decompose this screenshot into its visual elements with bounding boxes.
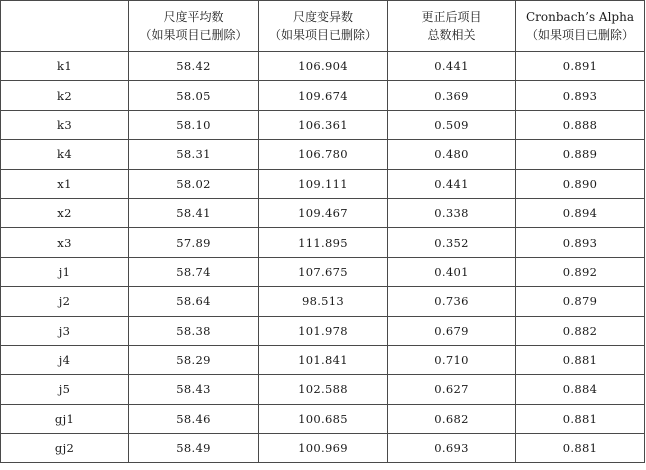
cell-alpha-if-deleted: 0.889: [516, 140, 645, 169]
table-row: [1, 228, 645, 257]
cell-item: k3: [1, 110, 129, 139]
cell-scale-mean: 58.38: [129, 316, 259, 345]
cell-item: x1: [1, 169, 129, 198]
cell-corrected-correlation: 0.710: [388, 345, 516, 374]
cell-corrected-correlation: 0.352: [388, 228, 516, 257]
cell-scale-mean: 58.29: [129, 345, 259, 374]
cell-item: gj1: [1, 404, 129, 433]
cell-alpha-if-deleted: 0.890: [516, 169, 645, 198]
cell-corrected-correlation: 0.441: [388, 169, 516, 198]
cell-alpha-if-deleted: 0.888: [516, 110, 645, 139]
cell-scale-variance: 111.895: [259, 228, 388, 257]
cell-alpha-if-deleted: 0.881: [516, 434, 645, 463]
table-row: [1, 257, 645, 286]
table-row: [1, 375, 645, 404]
cell-alpha-if-deleted: 0.891: [516, 52, 645, 81]
cell-scale-mean: 58.49: [129, 434, 259, 463]
cell-alpha-if-deleted: 0.893: [516, 81, 645, 110]
cell-item: x3: [1, 228, 129, 257]
cell-scale-variance: 100.969: [259, 434, 388, 463]
cell-corrected-correlation: 0.401: [388, 257, 516, 286]
table-row: [1, 52, 645, 81]
cell-item: k4: [1, 140, 129, 169]
table-body: [1, 52, 645, 463]
cell-item: j3: [1, 316, 129, 345]
header-scale-variance: [259, 1, 388, 52]
header-cronbach-alpha: [516, 1, 645, 52]
cell-corrected-correlation: 0.736: [388, 287, 516, 316]
cell-corrected-correlation: 0.369: [388, 81, 516, 110]
cell-scale-variance: 109.674: [259, 81, 388, 110]
cell-alpha-if-deleted: 0.881: [516, 345, 645, 374]
header-row: [1, 1, 645, 52]
cell-scale-mean: 58.10: [129, 110, 259, 139]
cell-corrected-correlation: 0.627: [388, 375, 516, 404]
cell-alpha-if-deleted: 0.879: [516, 287, 645, 316]
cell-corrected-correlation: 0.509: [388, 110, 516, 139]
cell-alpha-if-deleted: 0.892: [516, 257, 645, 286]
table-row: [1, 110, 645, 139]
cell-scale-mean: 58.05: [129, 81, 259, 110]
cell-scale-mean: 58.46: [129, 404, 259, 433]
cell-scale-mean: 58.31: [129, 140, 259, 169]
cell-alpha-if-deleted: 0.881: [516, 404, 645, 433]
cell-alpha-if-deleted: 0.882: [516, 316, 645, 345]
table-row: [1, 404, 645, 433]
header-scale-mean-line1: 尺度平均数: [163, 10, 224, 24]
header-item: [1, 1, 129, 52]
cell-alpha-if-deleted: 0.894: [516, 198, 645, 227]
cell-item: j2: [1, 287, 129, 316]
cell-item: k2: [1, 81, 129, 110]
cell-scale-variance: 106.780: [259, 140, 388, 169]
cell-corrected-correlation: 0.338: [388, 198, 516, 227]
cell-alpha-if-deleted: 0.893: [516, 228, 645, 257]
header-cronbach-alpha-line2: （如果项目已删除）: [525, 28, 634, 42]
table-row: [1, 345, 645, 374]
table-row: [1, 287, 645, 316]
cell-alpha-if-deleted: 0.884: [516, 375, 645, 404]
cell-scale-mean: 58.42: [129, 52, 259, 81]
cell-scale-mean: 58.64: [129, 287, 259, 316]
cell-corrected-correlation: 0.480: [388, 140, 516, 169]
cell-scale-variance: 107.675: [259, 257, 388, 286]
cell-item: j5: [1, 375, 129, 404]
cell-scale-mean: 58.43: [129, 375, 259, 404]
header-scale-variance-line2: （如果项目已删除）: [268, 28, 377, 42]
cell-item: j1: [1, 257, 129, 286]
header-scale-mean-line2: （如果项目已删除）: [139, 28, 248, 42]
cell-scale-variance: 106.361: [259, 110, 388, 139]
table-row: [1, 316, 645, 345]
cell-corrected-correlation: 0.682: [388, 404, 516, 433]
header-corrected-item-total-line1: 更正后项目: [421, 10, 482, 24]
table-row: [1, 198, 645, 227]
cell-item: gj2: [1, 434, 129, 463]
header-corrected-item-total-line2: 总数相关: [427, 28, 476, 42]
cell-scale-variance: 102.588: [259, 375, 388, 404]
cell-scale-variance: 101.841: [259, 345, 388, 374]
cell-corrected-correlation: 0.693: [388, 434, 516, 463]
cell-scale-variance: 100.685: [259, 404, 388, 433]
cell-scale-variance: 106.904: [259, 52, 388, 81]
table-row: [1, 169, 645, 198]
header-scale-mean: [129, 1, 259, 52]
table-header: [1, 1, 645, 52]
header-cronbach-alpha-line1: Cronbach’s Alpha: [525, 10, 634, 24]
table-row: [1, 140, 645, 169]
cell-corrected-correlation: 0.441: [388, 52, 516, 81]
header-scale-variance-line1: 尺度变异数: [292, 10, 353, 24]
cell-scale-mean: 58.74: [129, 257, 259, 286]
cell-item: x2: [1, 198, 129, 227]
cell-scale-mean: 58.41: [129, 198, 259, 227]
cell-scale-variance: 101.978: [259, 316, 388, 345]
cell-scale-variance: 98.513: [259, 287, 388, 316]
cell-item: j4: [1, 345, 129, 374]
cell-scale-variance: 109.467: [259, 198, 388, 227]
header-corrected-item-total: [388, 1, 516, 52]
table-row: [1, 81, 645, 110]
cell-scale-variance: 109.111: [259, 169, 388, 198]
cell-scale-mean: 57.89: [129, 228, 259, 257]
cell-item: k1: [1, 52, 129, 81]
table-row: [1, 434, 645, 463]
cell-scale-mean: 58.02: [129, 169, 259, 198]
cell-corrected-correlation: 0.679: [388, 316, 516, 345]
